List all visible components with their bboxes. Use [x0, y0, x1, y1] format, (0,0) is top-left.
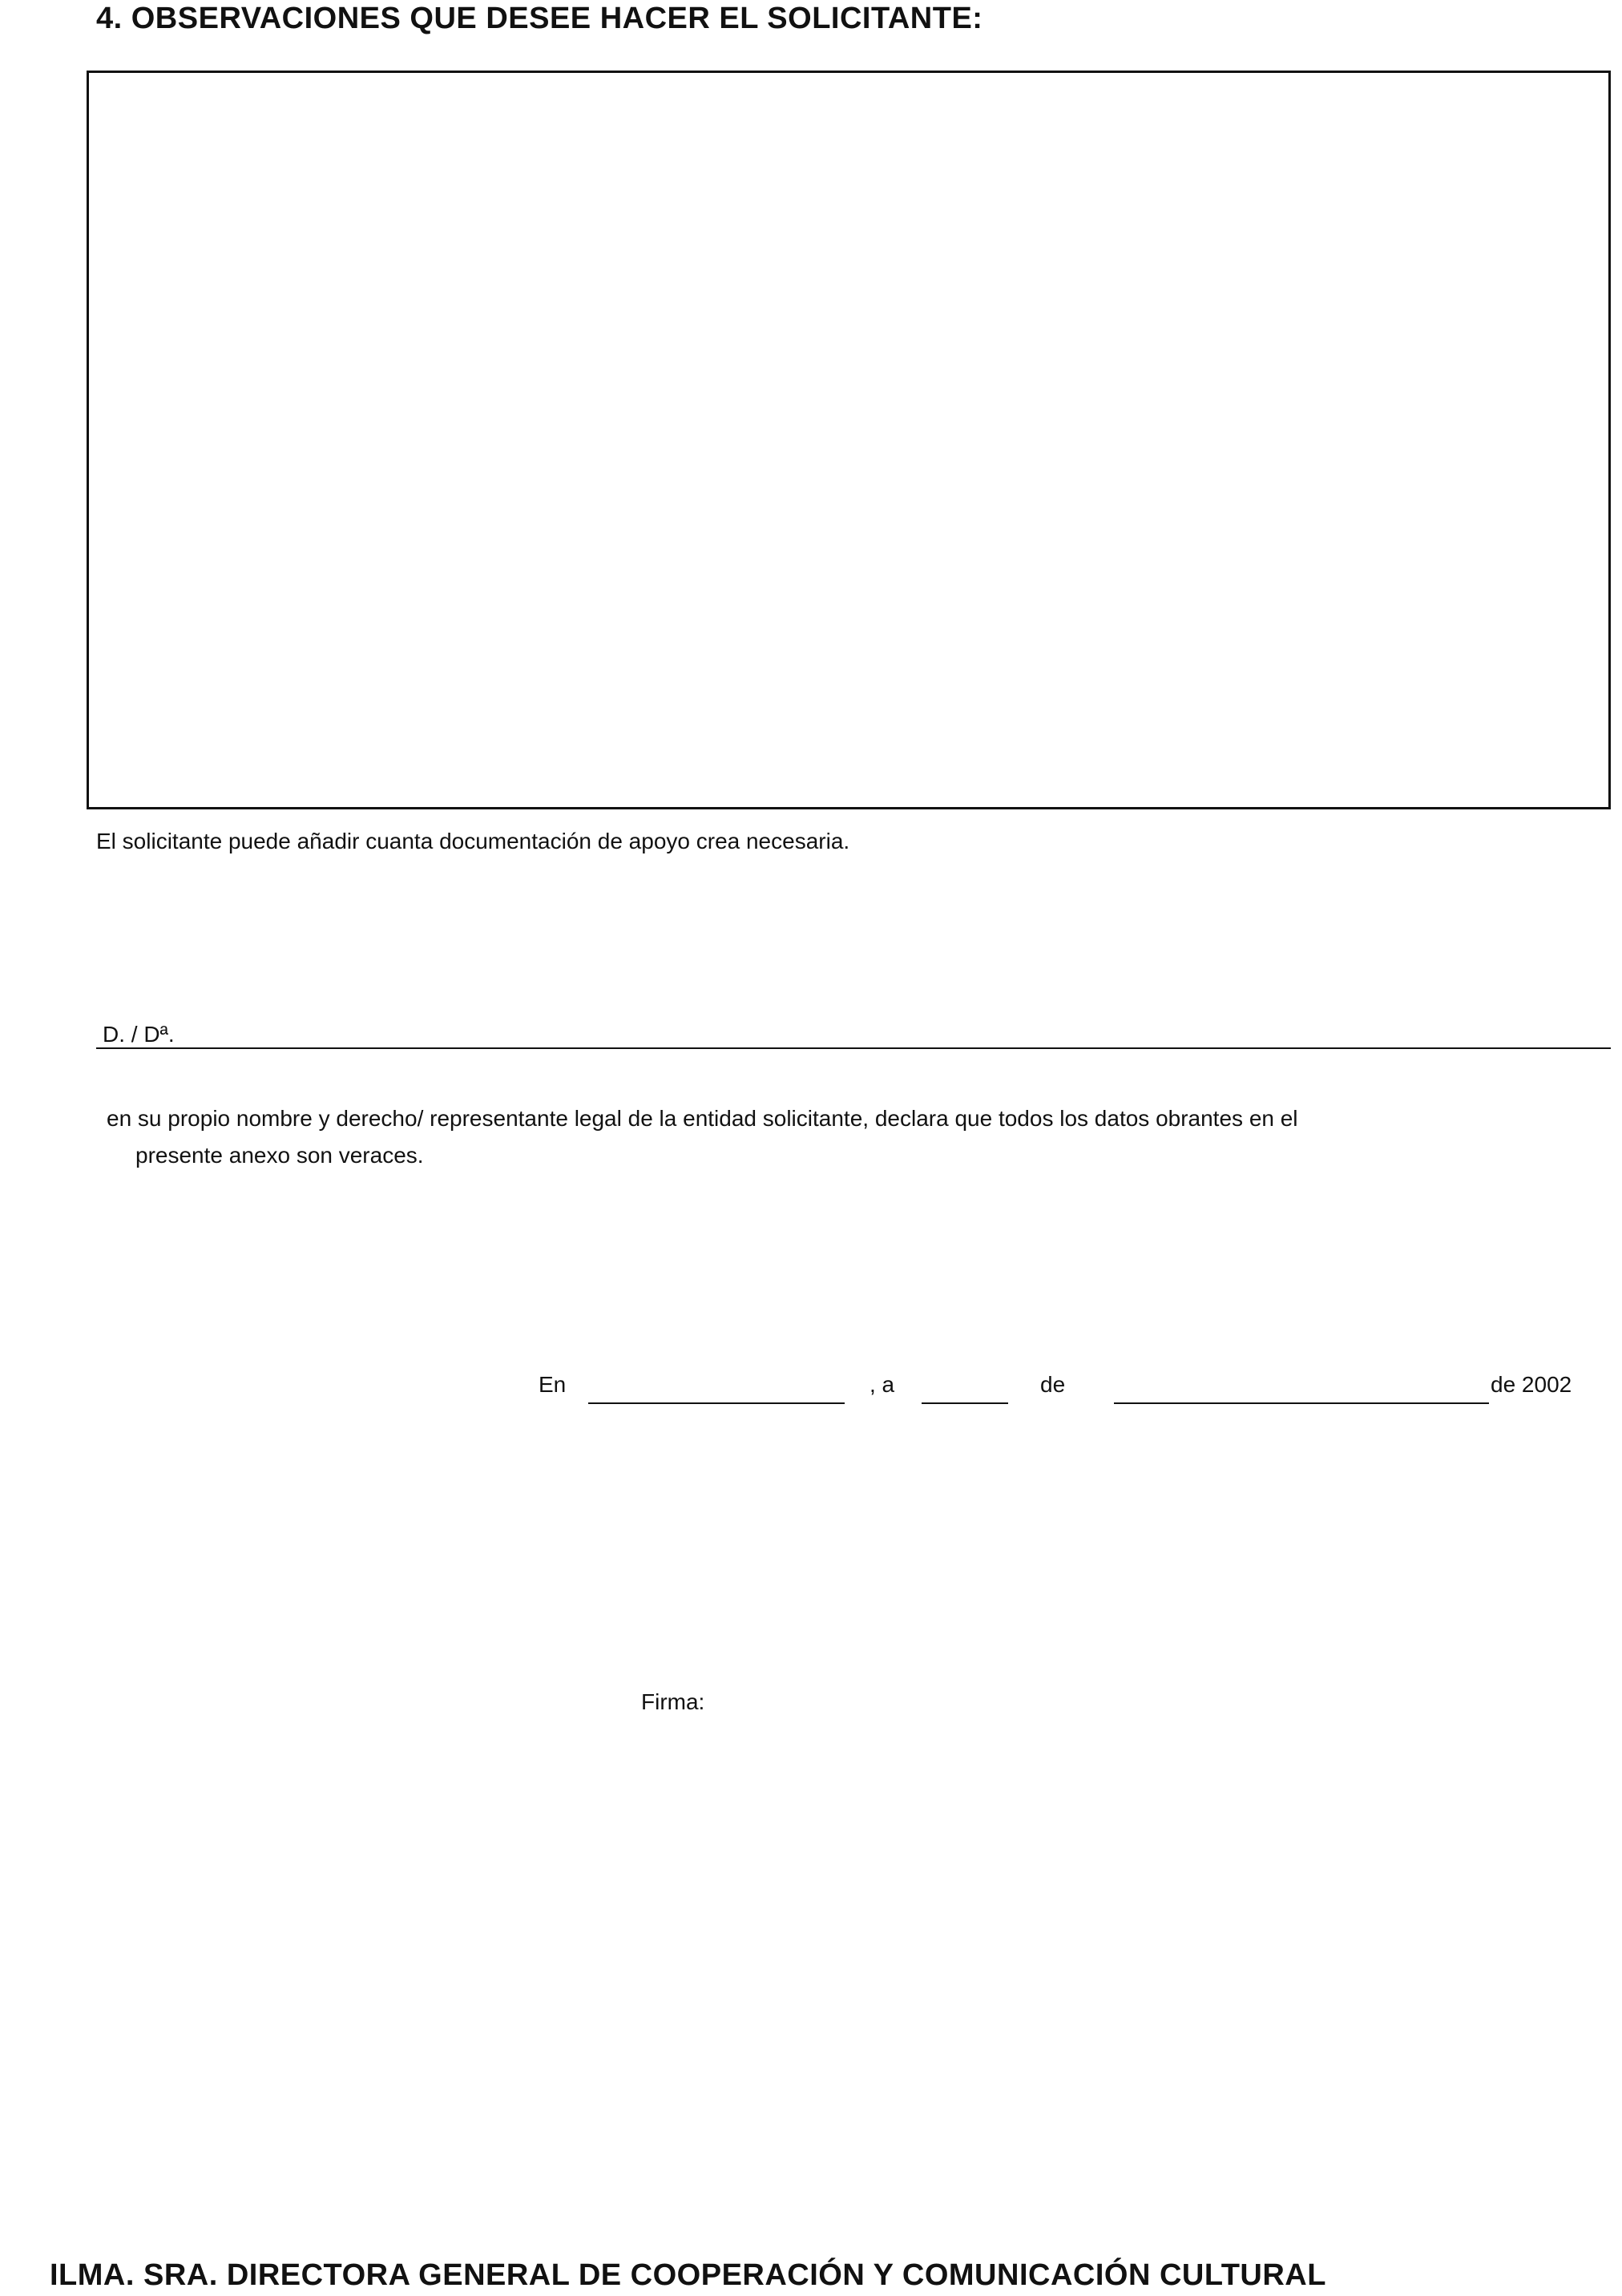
date-de-label: de [1040, 1372, 1066, 1397]
section-heading: 4. OBSERVACIONES QUE DESEE HACER EL SOLICITANTE: [96, 2, 983, 35]
date-a-label: , a [870, 1372, 895, 1397]
applicant-name-label: D. / Dª. [103, 1022, 175, 1047]
signature-area[interactable] [737, 1651, 1298, 1779]
date-en-label: En [539, 1372, 567, 1397]
supporting-docs-note: El solicitante puede añadir cuanta documentación de apoyo crea necesaria. [96, 829, 850, 853]
day-line [922, 1402, 1008, 1404]
day-input[interactable] [922, 1367, 1011, 1401]
month-line [1114, 1402, 1489, 1404]
declaration-paragraph [107, 1100, 1597, 1174]
place-line [588, 1402, 845, 1404]
date-year-label: de 2002 [1491, 1372, 1572, 1397]
applicant-name-input[interactable] [208, 1016, 1606, 1048]
footer-addressee: ILMA. SRA. DIRECTORA GENERAL DE COOPERACIÓN Y COMUNICACIÓN CULTURAL [50, 2258, 1326, 2292]
declaration-line-1: en su propio nombre y derecho/ representante legal de la entidad solicitante, declara que todos los datos obrantes en el [107, 1106, 1298, 1131]
declaration-line-2: presente anexo son veraces. [135, 1143, 424, 1168]
observations-box [87, 71, 1611, 809]
observations-input[interactable] [89, 73, 1608, 807]
month-input[interactable] [1114, 1367, 1492, 1401]
place-input[interactable] [588, 1367, 848, 1401]
signature-label: Firma: [641, 1689, 705, 1714]
